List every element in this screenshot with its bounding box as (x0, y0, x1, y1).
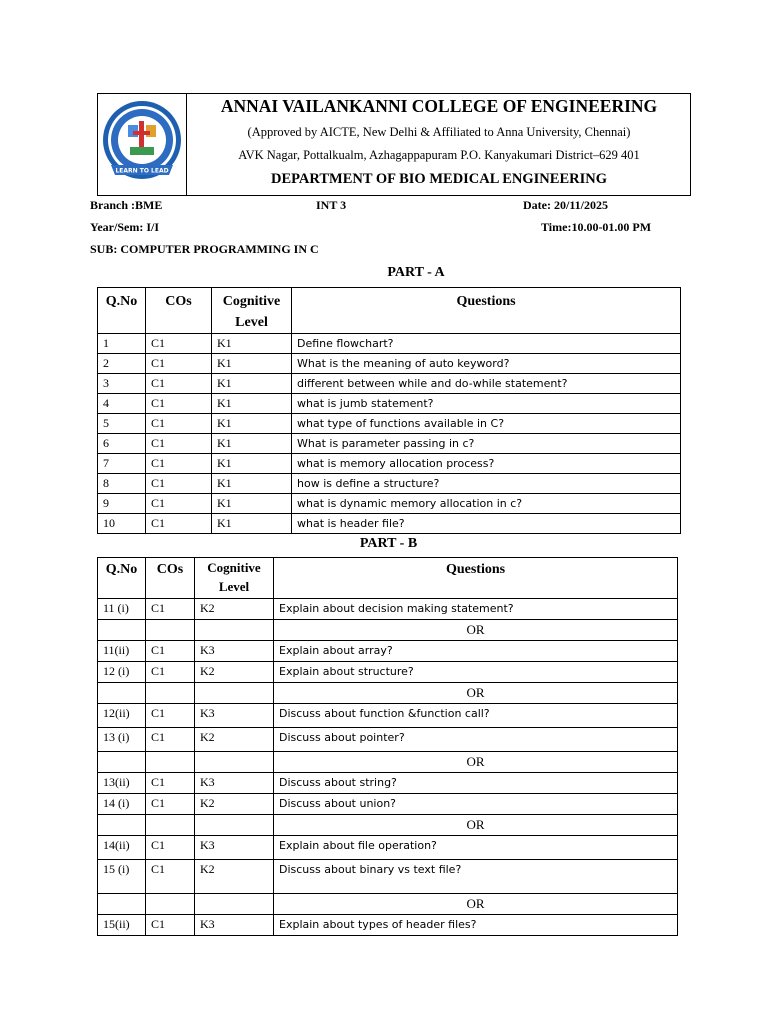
co-cell: C1 (146, 794, 195, 815)
level-cell: K1 (212, 414, 292, 434)
table-row (98, 494, 681, 514)
part-b-table (97, 557, 678, 936)
level-cell: K2 (195, 728, 274, 752)
table-row (98, 728, 678, 752)
header-qno: Q.No (98, 288, 146, 334)
or-row (98, 683, 678, 704)
empty-cell (195, 683, 274, 704)
level-cell: K3 (195, 915, 274, 936)
or-row (98, 894, 678, 915)
co-cell: C1 (146, 599, 195, 620)
level-cell: K3 (195, 704, 274, 728)
question-cell: Explain about array? (274, 641, 678, 662)
question-cell: What is parameter passing in c? (292, 434, 681, 454)
header-cos: COs (146, 558, 195, 599)
subject-label: SUB: COMPUTER PROGRAMMING IN C (90, 242, 319, 256)
co-cell: C1 (146, 728, 195, 752)
approval-line: (Approved by AICTE, New Delhi & Affiliated to Anna University, Chennai) (247, 125, 631, 139)
co-cell: C1 (146, 374, 212, 394)
or-label: OR (274, 815, 678, 836)
co-cell: C1 (146, 414, 212, 434)
qno-cell: 11 (i) (98, 599, 146, 620)
table-row (98, 836, 678, 860)
empty-cell (98, 620, 146, 641)
department-name: DEPARTMENT OF BIO MEDICAL ENGINEERING (271, 171, 607, 187)
question-cell: Explain about structure? (274, 662, 678, 683)
qno-cell: 14 (i) (98, 794, 146, 815)
co-cell: C1 (146, 641, 195, 662)
qno-cell: 5 (98, 414, 146, 434)
table-row (98, 414, 681, 434)
question-cell: Discuss about function &function call? (274, 704, 678, 728)
level-cell: K1 (212, 334, 292, 354)
or-label: OR (274, 620, 678, 641)
or-row (98, 815, 678, 836)
co-cell: C1 (146, 394, 212, 414)
qno-cell: 15(ii) (98, 915, 146, 936)
empty-cell (98, 815, 146, 836)
header-questions: Questions (274, 558, 678, 599)
qno-cell: 2 (98, 354, 146, 374)
level-cell: K1 (212, 354, 292, 374)
table-row (98, 641, 678, 662)
level-cell: K1 (212, 434, 292, 454)
question-cell: what is memory allocation process? (292, 454, 681, 474)
empty-cell (146, 683, 195, 704)
table-row (98, 704, 678, 728)
question-cell: how is define a structure? (292, 474, 681, 494)
level-cell: K3 (195, 773, 274, 794)
question-cell: Explain about file operation? (274, 836, 678, 860)
co-cell: C1 (146, 434, 212, 454)
co-cell: C1 (146, 836, 195, 860)
empty-cell (195, 815, 274, 836)
level-cell: K1 (212, 374, 292, 394)
question-cell: Explain about decision making statement? (274, 599, 678, 620)
header-qno: Q.No (98, 558, 146, 599)
question-cell: What is the meaning of auto keyword? (292, 354, 681, 374)
question-cell: Discuss about union? (274, 794, 678, 815)
question-cell: what is jumb statement? (292, 394, 681, 414)
qno-cell: 6 (98, 434, 146, 454)
logo-banner-text: LEARN TO LEAD (115, 167, 169, 175)
question-cell: Discuss about pointer? (274, 728, 678, 752)
question-cell: Explain about types of header files? (274, 915, 678, 936)
co-cell: C1 (146, 454, 212, 474)
co-cell: C1 (146, 474, 212, 494)
empty-cell (195, 620, 274, 641)
header-questions: Questions (292, 288, 681, 334)
qno-cell: 13 (i) (98, 728, 146, 752)
level-cell: K3 (195, 641, 274, 662)
or-label: OR (274, 683, 678, 704)
header-cognitive-level: Cognitive Level (195, 558, 274, 599)
co-cell: C1 (146, 773, 195, 794)
question-cell: what is dynamic memory allocation in c? (292, 494, 681, 514)
qno-cell: 11(ii) (98, 641, 146, 662)
college-name: ANNAI VAILANKANNI COLLEGE OF ENGINEERING (220, 96, 658, 116)
question-cell: what type of functions available in C? (292, 414, 681, 434)
empty-cell (98, 752, 146, 773)
question-cell: Define flowchart? (292, 334, 681, 354)
table-row (98, 794, 678, 815)
qno-cell: 13(ii) (98, 773, 146, 794)
qno-cell: 1 (98, 334, 146, 354)
question-cell: different between while and do-while statement? (292, 374, 681, 394)
co-cell: C1 (146, 514, 212, 534)
qno-cell: 15 (i) (98, 860, 146, 894)
part-a-table (97, 287, 681, 534)
table-row (98, 662, 678, 683)
table-row (98, 773, 678, 794)
header-cos: COs (146, 288, 212, 334)
empty-cell (195, 752, 274, 773)
or-row (98, 752, 678, 773)
qno-cell: 10 (98, 514, 146, 534)
empty-cell (146, 752, 195, 773)
table-row (98, 354, 681, 374)
co-cell: C1 (146, 860, 195, 894)
co-cell: C1 (146, 494, 212, 514)
level-cell: K2 (195, 860, 274, 894)
question-cell: what is header file? (292, 514, 681, 534)
address-line: AVK Nagar, Pottalkualm, Azhagappapuram P.O. Kanyakumari District–629 401 (238, 148, 640, 162)
co-cell: C1 (146, 704, 195, 728)
table-row (98, 374, 681, 394)
empty-cell (146, 815, 195, 836)
qno-cell: 8 (98, 474, 146, 494)
empty-cell (146, 894, 195, 915)
co-cell: C1 (146, 334, 212, 354)
question-cell: Discuss about string? (274, 773, 678, 794)
date-label: Date: 20/11/2025 (523, 198, 608, 212)
level-cell: K1 (212, 494, 292, 514)
or-label: OR (274, 894, 678, 915)
empty-cell (195, 894, 274, 915)
college-logo-cell (97, 93, 187, 196)
table-row (98, 860, 678, 894)
level-cell: K2 (195, 662, 274, 683)
table-row (98, 454, 681, 474)
level-cell: K2 (195, 599, 274, 620)
table-row (98, 334, 681, 354)
qno-cell: 12 (i) (98, 662, 146, 683)
level-cell: K2 (195, 794, 274, 815)
question-cell: Discuss about binary vs text file? (274, 860, 678, 894)
qno-cell: 9 (98, 494, 146, 514)
test-label: INT 3 (316, 198, 347, 212)
part-b-title: PART - B (359, 536, 418, 551)
empty-cell (98, 683, 146, 704)
college-logo-icon (101, 95, 183, 193)
co-cell: C1 (146, 354, 212, 374)
part-a-title: PART - A (387, 265, 445, 280)
table-row (98, 915, 678, 936)
empty-cell (146, 620, 195, 641)
qno-cell: 14(ii) (98, 836, 146, 860)
qno-cell: 12(ii) (98, 704, 146, 728)
header-cognitive-level: Cognitive Level (212, 288, 292, 334)
level-cell: K3 (195, 836, 274, 860)
level-cell: K1 (212, 454, 292, 474)
table-row (98, 394, 681, 414)
qno-cell: 7 (98, 454, 146, 474)
or-row (98, 620, 678, 641)
table-row (98, 474, 681, 494)
co-cell: C1 (146, 915, 195, 936)
year-sem-label: Year/Sem: I/I (90, 220, 159, 234)
time-label: Time:10.00-01.00 PM (541, 220, 652, 234)
table-row (98, 599, 678, 620)
table-row (98, 434, 681, 454)
level-cell: K1 (212, 474, 292, 494)
qno-cell: 3 (98, 374, 146, 394)
level-cell: K1 (212, 514, 292, 534)
branch-label: Branch :BME (90, 198, 163, 212)
empty-cell (98, 894, 146, 915)
level-cell: K1 (212, 394, 292, 414)
or-label: OR (274, 752, 678, 773)
table-row (98, 514, 681, 534)
qno-cell: 4 (98, 394, 146, 414)
co-cell: C1 (146, 662, 195, 683)
